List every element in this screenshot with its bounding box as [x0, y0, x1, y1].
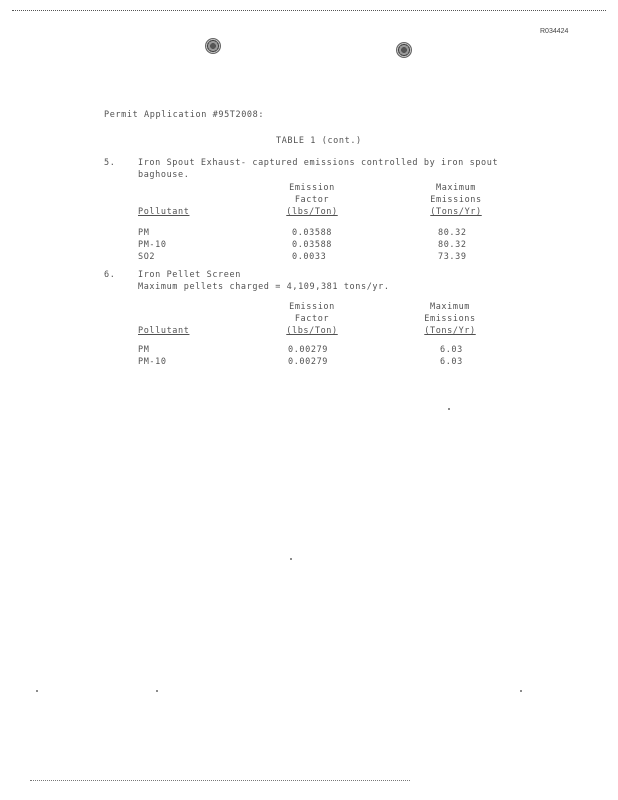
s5-max-header-1: Maximum [435, 183, 477, 193]
s6-row-1-factor: 0.00279 [288, 345, 329, 355]
section-6-number: 6. [104, 270, 116, 280]
document-id: R034424 [540, 28, 569, 35]
s6-row-2-emissions: 6.03 [440, 357, 463, 367]
scan-speck [448, 408, 450, 410]
s6-row-2-factor: 0.00279 [288, 357, 329, 367]
scan-speck [290, 558, 292, 560]
s6-max-header-2: Emissions [424, 314, 476, 324]
s5-row-1-factor: 0.03588 [292, 228, 333, 238]
scan-top-border [12, 10, 606, 11]
section-5-description-line-1: Iron Spout Exhaust- captured emissions controlled by iron spout [138, 158, 499, 168]
s5-row-1-pollutant: PM [138, 228, 150, 238]
s6-ef-header-2: Factor [294, 314, 330, 324]
s5-max-header-3: (Tons/Yr) [430, 207, 482, 217]
s5-pollutant-header: Pollutant [138, 207, 190, 217]
s6-ef-header-1: Emission [289, 302, 335, 312]
s5-row-2-pollutant: PM-10 [138, 240, 167, 250]
section-6-description-line-2: Maximum pellets charged = 4,109,381 tons/yr. [138, 282, 390, 292]
s5-row-3-emissions: 73.39 [438, 252, 467, 262]
s6-max-header-3: (Tons/Yr) [424, 326, 476, 336]
scan-speck [156, 690, 158, 692]
s5-ef-header-2: Factor [294, 195, 330, 205]
scan-bottom-border [30, 780, 410, 781]
s6-row-1-pollutant: PM [138, 345, 150, 355]
s5-row-2-emissions: 80.32 [438, 240, 467, 250]
s5-ef-header-3: (lbs/Ton) [286, 207, 338, 217]
s6-pollutant-header: Pollutant [138, 326, 190, 336]
scan-speck [36, 690, 38, 692]
section-5-number: 5. [104, 158, 116, 168]
punch-hole-right [396, 42, 412, 58]
scan-speck [520, 690, 522, 692]
s5-max-header-2: Emissions [430, 195, 482, 205]
s5-row-3-factor: 0.0033 [292, 252, 327, 262]
s6-ef-header-3: (lbs/Ton) [286, 326, 338, 336]
s5-ef-header-1: Emission [289, 183, 335, 193]
table-title: TABLE 1 (cont.) [276, 136, 362, 146]
application-heading: Permit Application #95T2008: [104, 110, 265, 120]
s5-row-2-factor: 0.03588 [292, 240, 333, 250]
s6-row-1-emissions: 6.03 [440, 345, 463, 355]
s5-row-1-emissions: 80.32 [438, 228, 467, 238]
section-5-description-line-2: baghouse. [138, 170, 190, 180]
s6-max-header-1: Maximum [429, 302, 471, 312]
s6-row-2-pollutant: PM-10 [138, 357, 167, 367]
s5-row-3-pollutant: SO2 [138, 252, 156, 262]
section-6-description-line-1: Iron Pellet Screen [138, 270, 241, 280]
punch-hole-left [205, 38, 221, 54]
